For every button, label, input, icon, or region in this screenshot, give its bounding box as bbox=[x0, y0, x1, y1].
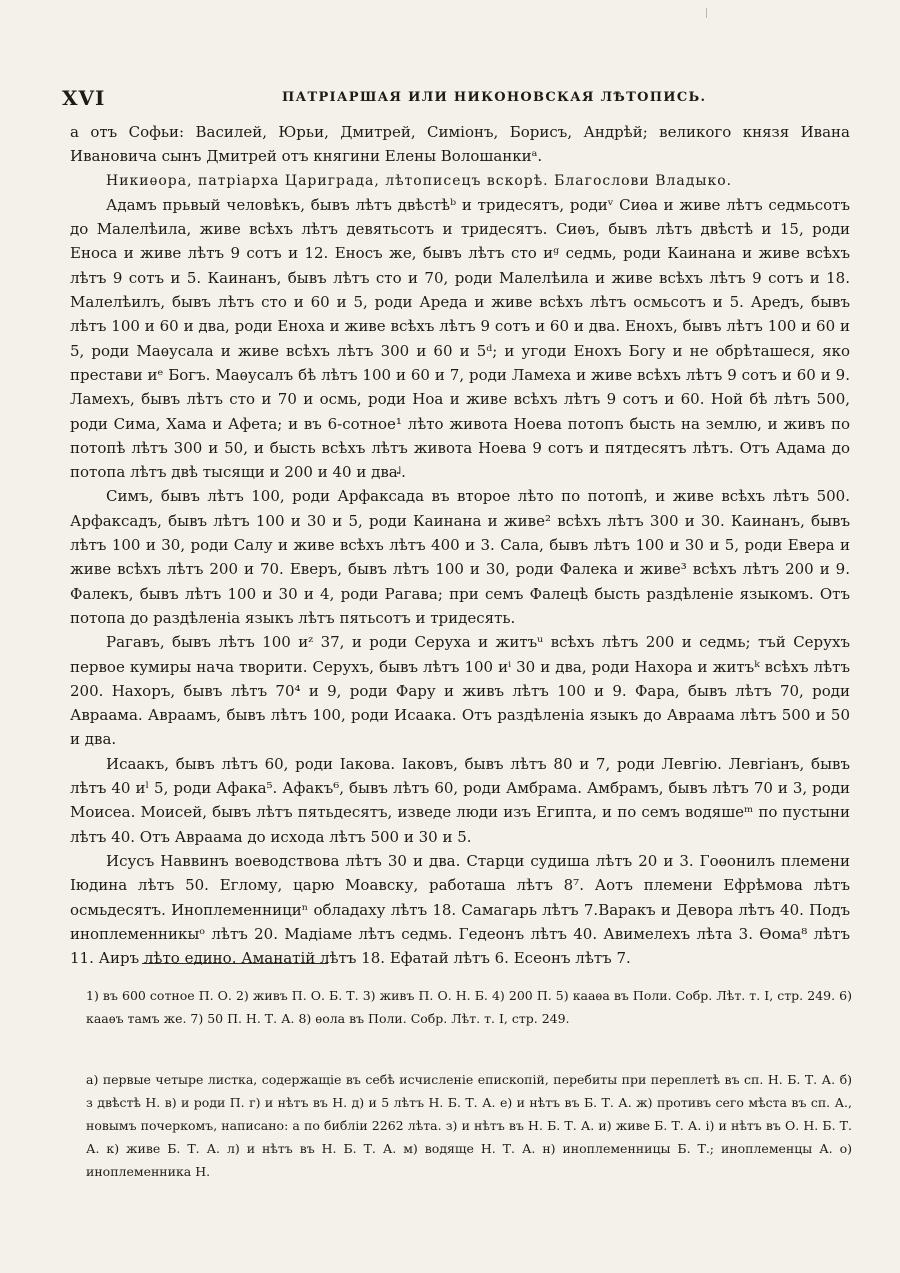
footnotes-lettered-text: а) первые четыре листка, содержащіе въ себѣ исчисленіе епископій, перебиты при переплетѣ въ сп. Н. Б. Т. А. б) з двѣстѣ Н. в) и роди П. г) и нѣтъ въ Н. д) и 5 лѣтъ Н. Б. Т. А. е) и нѣтъ въ Б. Т. А. ж) противъ сего мѣста въ сп. А., новымъ почеркомъ, написано: а по библіи 2262 лѣта. з) и нѣтъ въ Н. Б. Т. А. и) живе Б. Т. А. і) и нѣтъ въ О. Н. Б. Т. А. к) живе Б. Т. А. л) и нѣтъ въ Н. Б. Т. А. м) водяще Н. Т. А. н) иноплеменницы Б. Т.; иноплеменцы А. о) иноплеменника Н. bbox=[86, 1072, 852, 1179]
footnote-divider bbox=[142, 963, 328, 964]
paragraph-adam: Адамъ прьвый человѣкъ, бывъ лѣтъ двѣстѣᵇ и тридесятъ, родиᵛ Сиѳа и живе лѣтъ седмьсотъ до Малелѣила, живе всѣхъ лѣтъ девятьсотъ и тридесятъ. Сиѳъ, бывъ лѣтъ двѣстѣ и 15, роди Еноса и живе лѣтъ 9 сотъ и 12. Еносъ же, бывъ лѣтъ сто иᵍ седмь, роди Каинана и живе всѣхъ лѣтъ 9 сотъ и 5. Каинанъ, бывъ лѣтъ сто и 70, роди Малелѣила и живе всѣхъ лѣтъ 9 сотъ и 18. Малелѣилъ, бывъ лѣтъ сто и 60 и 5, роди Ареда и живе всѣхъ лѣтъ осмьсотъ и 5. Аредъ, бывъ лѣтъ 100 и 60 и два, роди Еноха и живе всѣхъ лѣтъ 9 сотъ и 60 и два. Енохъ, бывъ лѣтъ 100 и 60 и 5, роди Маѳусала и живе всѣхъ лѣтъ 300 и 60 и 5ᵈ; и угоди Енохъ Богу и не обрѣташеся, яко престави иᵉ Богъ. Маѳусалъ бѣ лѣтъ 100 и 60 и 7, роди Ламеха и живе всѣхъ лѣтъ 9 сотъ и 60 и 9. Ламехъ, бывъ лѣтъ сто и 70 и осмь, роди Ноа и живе всѣхъ лѣтъ 9 сотъ и 60. Ной бѣ лѣтъ 500, роди Сима, Хама и Афета; и въ 6-сотное¹ лѣто живота Ноева потопъ бысть на землю, и живъ по потопѣ лѣтъ 300 и 50, и бысть всѣхъ лѣтъ живота Ноева 9 сотъ и пятдесятъ лѣтъ. Отъ Адама до потопа лѣтъ двѣ тысящи и 200 и 40 и дваᶨ. bbox=[70, 195, 850, 482]
main-text bbox=[70, 120, 850, 970]
paragraph-ragav: Рагавъ, бывъ лѣтъ 100 иᶻ 37, и роди Серуха и житъᵘ всѣхъ лѣтъ 200 и седмь; тъй Серухъ первое кумиры нача творити. Серухъ, бывъ лѣтъ 100 иⁱ 30 и два, роди Нахора и житъᵏ всѣхъ лѣтъ 200. Нахоръ, бывъ лѣтъ 70⁴ и 9, роди Фару и живъ лѣтъ 100 и 9. Фара, бывъ лѣтъ 70, роди Авраама. Авраамъ, бывъ лѣтъ 100, роди Исаака. Отъ раздѣленіа языкъ до Авраама лѣтъ 500 и 50 и два. bbox=[70, 633, 850, 749]
footnotes-numbered bbox=[86, 984, 852, 1030]
running-title: ПАТРІАРШАЯ ИЛИ НИКОНОВСКАЯ ЛѢТОПИСЬ. bbox=[282, 90, 707, 105]
paragraph-continuation: а отъ Софьи: Василей, Юрьи, Дмитрей, Симіонъ, Борисъ, Андрѣй; великого князя Ивана Ивановича сынъ Дмитрей отъ княгини Елены Волошанкиᵃ. bbox=[70, 123, 850, 166]
section-heading: Никиѳора, патріарха Цариграда, лѣтописецъ вскорѣ. Благослови Владыко. bbox=[106, 172, 733, 189]
footnotes-numbered-text: 1) въ 600 сотное П. О. 2) живъ П. О. Б. Т. 3) живъ П. О. Н. Б. 4) 200 П. 5) кааѳа въ Поли. Собр. Лѣт. т. I, стр. 249. 6) кааѳъ тамъ же. 7) 50 П. Н. Т. А. 8) ѳола въ Поли. Собр. Лѣт. т. I, стр. 249. bbox=[86, 988, 852, 1026]
paragraph-isaak: Исаакъ, бывъ лѣтъ 60, роди Іакова. Іаковъ, бывъ лѣтъ 80 и 7, роди Левгію. Левгіанъ, бывъ лѣтъ 40 иˡ 5, роди Афака⁵. Афакъ⁶, бывъ лѣтъ 60, роди Амбрама. Амбрамъ, бывъ лѣтъ 70 и 3, роди Моисеа. Моисей, бывъ лѣтъ пятьдесятъ, изведе люди изъ Египта, и по семъ водяшеᵐ по пустыни лѣтъ 40. Отъ Авраама до исхода лѣтъ 500 и 30 и 5. bbox=[70, 754, 850, 846]
page-number: XVI bbox=[62, 86, 106, 110]
footnotes-lettered bbox=[86, 1068, 852, 1183]
scan-artifact bbox=[706, 8, 707, 18]
page-header bbox=[62, 86, 852, 110]
paragraph-sim: Симъ, бывъ лѣтъ 100, роди Арфаксада въ второе лѣто по потопѣ, и живе всѣхъ лѣтъ 500. Арфаксадъ, бывъ лѣтъ 100 и 30 и 5, роди Каинана и живе² всѣхъ лѣтъ 300 и 30. Каинанъ, бывъ лѣтъ 100 и 30, роди Салу и живе всѣхъ лѣтъ 400 и 3. Сала, бывъ лѣтъ 100 и 30 и 5, роди Евера и живе всѣхъ лѣтъ 200 и 70. Еверъ, бывъ лѣтъ 100 и 30, роди Фалека и живе³ всѣхъ лѣтъ 200 и 9. Фалекъ, бывъ лѣтъ 100 и 30 и 4, роди Рагава; при семъ Фалецѣ бысть раздѣленіе языкомъ. Отъ потопа до раздѣленіа языкъ лѣтъ пятьсотъ и тридесять. bbox=[70, 487, 850, 627]
paragraph-isus: Исусъ Наввинъ воеводствова лѣтъ 30 и два. Старци судиша лѣтъ 20 и 3. Гоѳонилъ племени Іюдина лѣтъ 50. Еглому, царю Моавску, работаша лѣтъ 8⁷. Аотъ племени Ефрѣмова лѣтъ осмьдесятъ. Иноплеменнициⁿ обладаху лѣтъ 18. Самагарь лѣтъ 7.Варакъ и Девора лѣтъ 40. Подъ иноплеменникыᵒ лѣтъ 20. Мадіаме лѣтъ седмь. Гедеонъ лѣтъ 40. Авимелехъ лѣта 3. Ѳома⁸ лѣтъ 11. Аиръ лѣто едино. Аманатій лѣтъ 18. Ефатай лѣтъ 6. Есеонъ лѣтъ 7. bbox=[70, 851, 850, 968]
